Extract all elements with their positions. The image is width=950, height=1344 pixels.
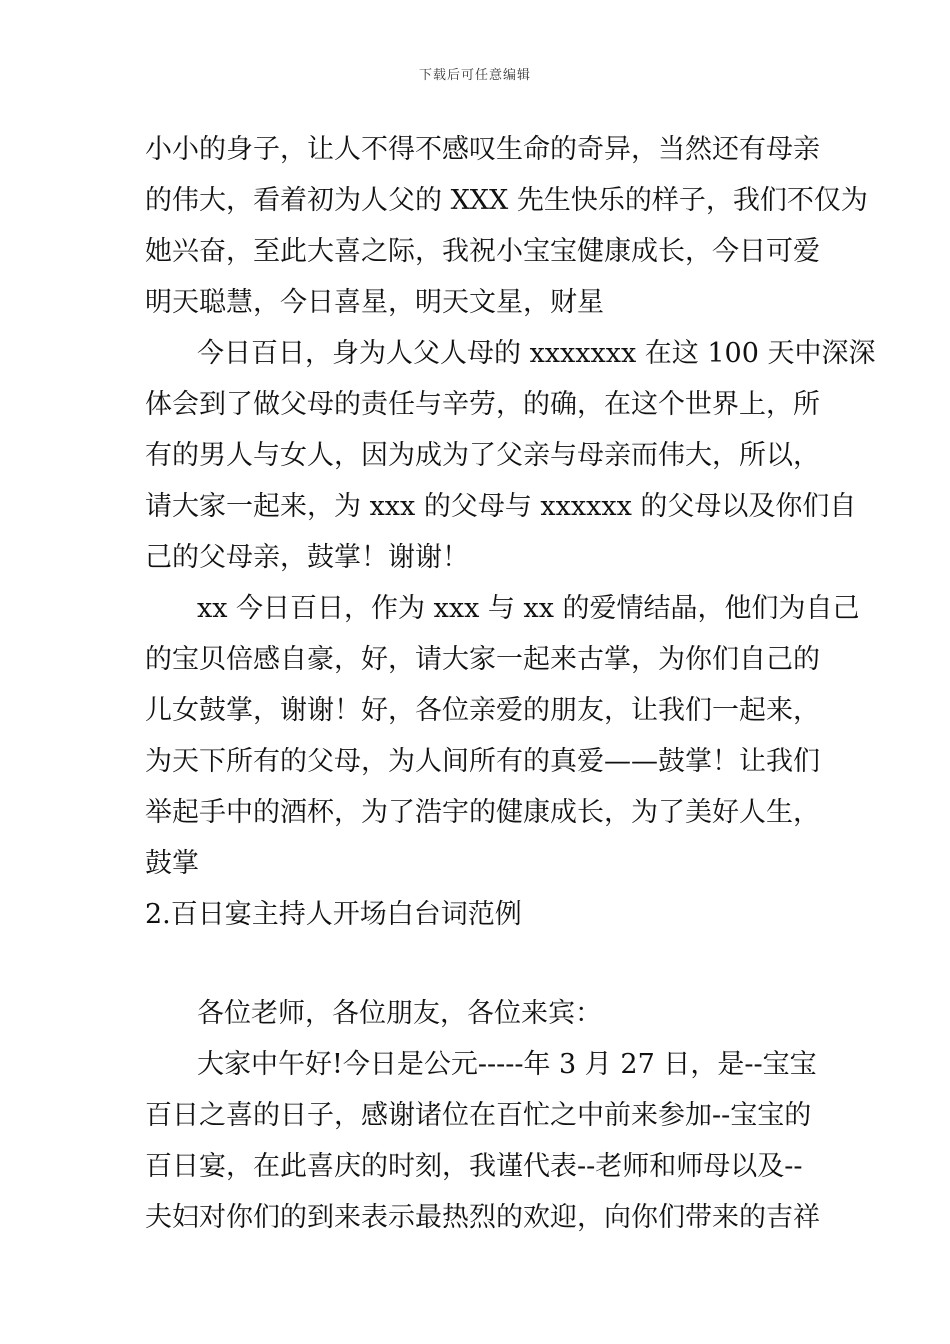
text-line: 她兴奋，至此大喜之际，我祝小宝宝健康成长，今日可爱 bbox=[145, 236, 820, 267]
text-line: 小小的身子，让人不得不感叹生命的奇异，当然还有母亲 bbox=[145, 134, 820, 165]
text-line: 今日百日，身为人父人母的 xxxxxxx 在这 100 天中深深 bbox=[197, 338, 876, 369]
paragraph bbox=[145, 988, 807, 1039]
document-body bbox=[145, 124, 876, 1243]
text-line: 体会到了做父母的责任与辛劳，的确，在这个世界上，所 bbox=[145, 389, 820, 420]
text-line: 请大家一起来，为 xxx 的父母与 xxxxxx 的父母以及你们自 bbox=[145, 491, 857, 522]
section-heading bbox=[145, 889, 807, 940]
text-line: 鼓掌 bbox=[145, 848, 199, 879]
paragraph bbox=[145, 1039, 820, 1243]
text-line: 的伟大，看着初为人父的 XXX 先生快乐的样子，我们不仅为 bbox=[145, 185, 868, 216]
paragraph bbox=[145, 124, 868, 328]
text-line: xx 今日百日，作为 xxx 与 xx 的爱情结晶，他们为自己 bbox=[197, 593, 860, 624]
text-line: 的宝贝倍感自豪，好，请大家一起来古掌，为你们自己的 bbox=[145, 644, 820, 675]
text-line: 举起手中的酒杯，为了浩宇的健康成长，为了美好人生， bbox=[145, 797, 820, 828]
page-header-note: 下载后可任意编辑 bbox=[418, 68, 531, 83]
text-line: 百日宴，在此喜庆的时刻，我谨代表--老师和师母以及-- bbox=[145, 1151, 803, 1182]
text-line: 己的父母亲，鼓掌！谢谢！ bbox=[145, 542, 469, 573]
text-line: 百日之喜的日子，感谢诸位在百忙之中前来参加--宝宝的 bbox=[145, 1100, 812, 1131]
paragraph bbox=[145, 328, 876, 583]
text-line: 大家中午好!今日是公元-----年 3 月 27 日，是--宝宝 bbox=[197, 1049, 817, 1080]
text-line: 夫妇对你们的到来表示最热烈的欢迎，向你们带来的吉祥 bbox=[145, 1202, 820, 1233]
paragraph bbox=[145, 583, 860, 889]
text-line: 有的男人与女人，因为成为了父亲与母亲而伟大，所以， bbox=[145, 440, 820, 471]
heading-line: 2.百日宴主持人开场白台词范例 bbox=[145, 899, 522, 930]
text-line: 为天下所有的父母，为人间所有的真爱——鼓掌！让我们 bbox=[145, 746, 820, 777]
text-line: 儿女鼓掌，谢谢！好，各位亲爱的朋友，让我们一起来， bbox=[145, 695, 820, 726]
blank-gap bbox=[145, 940, 807, 988]
text-line: 明天聪慧，今日喜星，明天文星，财星 bbox=[145, 287, 604, 318]
text-line: 各位老师，各位朋友，各位来宾： bbox=[197, 998, 602, 1029]
